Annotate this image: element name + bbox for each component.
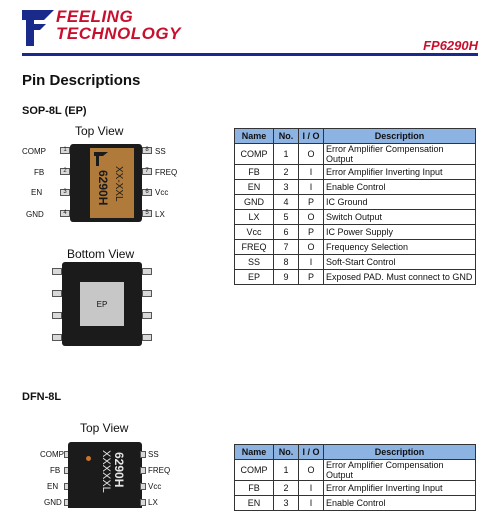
table-row [235, 144, 476, 165]
col-header-no: No. [274, 445, 299, 460]
sop-bottom-pin [52, 334, 62, 341]
sop-top-view-diagram [22, 144, 182, 224]
dfn-pin-label: COMP [40, 450, 64, 459]
sop-pin: 5 [142, 210, 152, 217]
col-header-io: I / O [299, 445, 324, 460]
cell-no: 3 [274, 496, 299, 511]
cell-description: Enable Control [324, 180, 476, 195]
cell-io: P [299, 270, 324, 285]
sop-bottom-pin [52, 312, 62, 319]
cell-name: FB [235, 165, 274, 180]
table-header-row [235, 445, 476, 460]
cell-name: COMP [235, 144, 274, 165]
table-row [235, 165, 476, 180]
table-row [235, 270, 476, 285]
pin1-dot-icon [86, 456, 91, 461]
cell-description: IC Power Supply [324, 225, 476, 240]
sop-bottom-pin [142, 312, 152, 319]
dfn-top-view-diagram [22, 440, 182, 508]
cell-no: 7 [274, 240, 299, 255]
sop-pin-label: Vcc [155, 188, 169, 197]
table-row [235, 210, 476, 225]
cell-description: Error Amplifier Inverting Input [324, 165, 476, 180]
cell-name: SS [235, 255, 274, 270]
brand-line-2: TECHNOLOGY [56, 24, 181, 43]
dfn-pin [140, 451, 146, 458]
sop-pin-label: EN [31, 188, 43, 197]
dfn-pin-label: EN [47, 482, 59, 491]
cell-no: 4 [274, 195, 299, 210]
dfn-pin-label: SS [148, 450, 159, 459]
sop-pin: 7 [142, 168, 152, 175]
dfn-pin-label: GND [44, 498, 62, 507]
sop-pin-label: FREQ [155, 168, 178, 177]
cell-no: 9 [274, 270, 299, 285]
table-header-row [235, 129, 476, 144]
sop-bottom-pin [142, 268, 152, 275]
cell-io: O [299, 240, 324, 255]
cell-description: Enable Control [324, 496, 476, 511]
cell-io: O [299, 144, 324, 165]
dfn-pin [140, 467, 146, 474]
dfn-pin [140, 483, 146, 490]
cell-io: I [299, 496, 324, 511]
cell-name: FREQ [235, 240, 274, 255]
cell-description: Frequency Selection [324, 240, 476, 255]
cell-no: 3 [274, 180, 299, 195]
cell-no: 1 [274, 144, 299, 165]
sop-pin: 2 [60, 168, 70, 175]
dfn-pin-label: FB [50, 466, 61, 475]
cell-name: EN [235, 180, 274, 195]
cell-description: Soft-Start Control [324, 255, 476, 270]
col-header-name: Name [235, 445, 274, 460]
col-header-description: Description [324, 129, 476, 144]
dfn-pin [140, 499, 146, 506]
brand-line-1: FEELING [56, 7, 134, 26]
sop-bottom-view-label: Bottom View [67, 247, 135, 261]
cell-description: Exposed PAD. Must connect to GND [324, 270, 476, 285]
sop-pin-label: COMP [22, 147, 46, 156]
table-row [235, 460, 476, 481]
sop-marking [92, 164, 134, 216]
cell-description: Error Amplifier Compensation Output [324, 460, 476, 481]
sop-pin: 3 [60, 189, 70, 196]
sop-bottom-pin [142, 334, 152, 341]
dfn-pin-label: Vcc [148, 482, 162, 491]
cell-description: Error Amplifier Compensation Output [324, 144, 476, 165]
cell-io: O [299, 210, 324, 225]
sop-marking-line2: XX-XXL [113, 166, 124, 202]
table-row [235, 496, 476, 511]
cell-no: 5 [274, 210, 299, 225]
dfn-pin-label: LX [148, 498, 158, 507]
col-header-io: I / O [299, 129, 324, 144]
dfn-package-label: DFN-8L [22, 391, 62, 403]
col-header-name: Name [235, 129, 274, 144]
table-row [235, 195, 476, 210]
cell-no: 2 [274, 481, 299, 496]
cell-description: Switch Output [324, 210, 476, 225]
dfn-top-view-label: Top View [80, 421, 129, 435]
cell-name: EN [235, 496, 274, 511]
dfn-marking-line2: XXXXXL [100, 450, 112, 493]
cell-name: EP [235, 270, 274, 285]
cell-io: I [299, 481, 324, 496]
dfn-pin-table [234, 444, 476, 511]
cell-no: 1 [274, 460, 299, 481]
table-row [235, 481, 476, 496]
cell-name: COMP [235, 460, 274, 481]
header-rule [22, 53, 478, 56]
brand-name [56, 8, 181, 42]
sop-top-view-label: Top View [75, 124, 124, 138]
sop-pin: 6 [142, 189, 152, 196]
cell-no: 6 [274, 225, 299, 240]
cell-description: IC Ground [324, 195, 476, 210]
sop-marking-line1: 6290H [96, 170, 110, 206]
part-number: FP6290H [423, 38, 478, 53]
section-title: Pin Descriptions [22, 72, 141, 89]
cell-name: GND [235, 195, 274, 210]
sop-package-label: SOP-8L (EP) [22, 105, 87, 117]
table-row [235, 255, 476, 270]
cell-io: I [299, 180, 324, 195]
cell-io: I [299, 255, 324, 270]
sop-bottom-view-diagram [52, 262, 154, 348]
cell-no: 2 [274, 165, 299, 180]
cell-name: LX [235, 210, 274, 225]
sop-pin-label: GND [26, 210, 44, 219]
col-header-no: No. [274, 129, 299, 144]
sop-pin: 1 [60, 147, 70, 154]
sop-pin-table [234, 128, 476, 285]
sop-exposed-pad: EP [80, 282, 124, 326]
sop-bottom-pin [52, 268, 62, 275]
cell-io: I [299, 165, 324, 180]
dfn-marking-line1: 6290H [112, 452, 126, 488]
cell-io: P [299, 225, 324, 240]
sop-pin-label: LX [155, 210, 165, 219]
cell-name: FB [235, 481, 274, 496]
cell-name: Vcc [235, 225, 274, 240]
cell-no: 8 [274, 255, 299, 270]
table-row [235, 240, 476, 255]
cell-description: Error Amplifier Inverting Input [324, 481, 476, 496]
sop-bottom-pin [142, 290, 152, 297]
company-logo-icon [22, 10, 54, 46]
sop-pin: 8 [142, 147, 152, 154]
table-row [235, 180, 476, 195]
sop-pin-label: FB [34, 168, 45, 177]
sop-pin: 4 [60, 210, 70, 217]
cell-io: O [299, 460, 324, 481]
table-row [235, 225, 476, 240]
dfn-pin-label: FREQ [148, 466, 171, 475]
cell-io: P [299, 195, 324, 210]
col-header-description: Description [324, 445, 476, 460]
sop-pin-label: SS [155, 147, 166, 156]
sop-bottom-pin [52, 290, 62, 297]
